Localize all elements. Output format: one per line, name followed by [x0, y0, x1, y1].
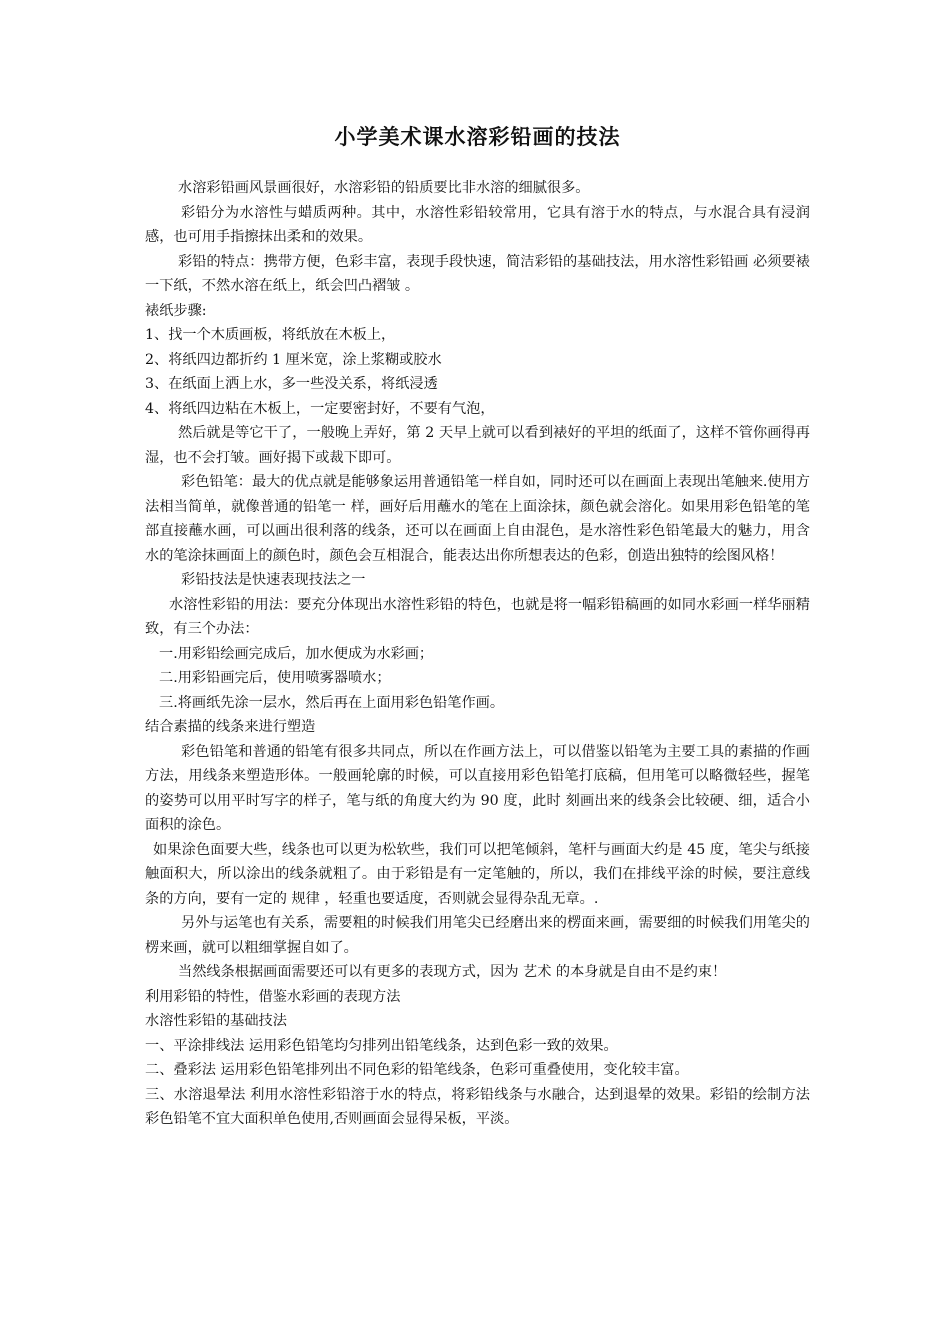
- paragraph: 彩铅的特点：携带方便，色彩丰富，表现手段快速，简洁彩铅的基础技法，用水溶性彩铅画 必须要裱一下纸，不然水溶在纸上，纸会凹凸褶皱 。: [145, 253, 810, 294]
- section-heading: 利用彩铅的特性，借鉴水彩画的表现方法: [145, 988, 401, 1005]
- list-item: 三.将画纸先涂一层水，然后再在上面用彩色铅笔作画。: [159, 694, 505, 711]
- paragraph: 水溶性彩铅的用法：要充分体现出水溶性彩铅的特色，也就是将一幅彩铅稿画的如同水彩画一样华丽精致，有三个办法：: [145, 596, 810, 637]
- paragraph: 水溶彩铅画风景画很好，水溶彩铅的铅质要比非水溶的细腻很多。: [178, 180, 590, 196]
- list-item: 4、将纸四边粘在木板上，一定要密封好，不要有气泡，: [145, 400, 495, 417]
- paragraph: 彩色铅笔和普通的铅笔有很多共同点，所以在作画方法上，可以借鉴以铅笔为主要工具的素描的作画方法，用线条来塑造形体。一般画轮廓的时候，可以直接用彩色铅笔打底稿，但用笔可以略微轻些，握笔的姿势可以用平时写字的样子，笔与纸的角度大约为 90 度，此时 刻画出来的线条会比较硬、细，适合小面积的涂色。: [145, 743, 810, 833]
- paragraph: 如果涂色面要大些，线条也可以更为松软些，我们可以把笔倾斜，笔杆与画面大约是 45 度，笔尖与纸接触面积大，所以涂出的线条就粗了。由于彩铅是有一定笔触的，所以，我们在排线平涂的时候，要注意线条的方向，要有一定的 规律 ，轻重也要适度，否则就会显得杂乱无章。.: [145, 841, 810, 907]
- paragraph: 彩铅分为水溶性与蜡质两种。其中，水溶性彩铅较常用，它具有溶于水的特点，与水混合具有浸润感，也可用手指擦抹出柔和的效果。: [145, 204, 810, 245]
- section-heading: 结合素描的线条来进行塑造: [145, 719, 316, 735]
- paragraph: 彩铅技法是快速表现技法之一: [181, 572, 366, 588]
- list-item: 3、在纸面上洒上水，多一些没关系，将纸浸透: [145, 376, 438, 392]
- paragraph: 另外与运笔也有关系，需要粗的时候我们用笔尖已经磨出来的楞面来画，需要细的时候我们用笔尖的楞来画，就可以粗细掌握自如了。: [145, 915, 810, 956]
- paragraph: 当然线条根据画面需要还可以有更多的表现方式，因为 艺术 的本身就是自由不是约束！: [178, 964, 727, 980]
- paragraph: 然后就是等它干了，一般晚上弄好，第 2 天早上就可以看到裱好的平坦的纸面了，这样不管你画得再湿，也不会打皱。画好揭下或裁下即可。: [145, 425, 810, 466]
- paragraph: 彩色铅笔：最大的优点就是能够象运用普通铅笔一样自如，同时还可以在画面上表现出笔触来.使用方法相当简单，就像普通的铅笔一 样，画好后用蘸水的笔在上面涂抹，颜色就会溶化。如果用彩色铅笔的笔部直接蘸水画，可以画出很利落的线条，还可以在画面上自由混色，是水溶性彩色铅笔最大的魅力，用含水的笔涂抹画面上的颜色时，颜色会互相混合，能表达出你所想表达的色彩，创造出独特的绘图风格！: [145, 474, 810, 564]
- list-item: 二.用彩铅画完后，使用喷雾器喷水；: [159, 670, 391, 686]
- list-item: 二、叠彩法 运用彩色铅笔排列出不同色彩的铅笔线条，色彩可重叠使用，变化较丰富。: [145, 1062, 689, 1078]
- list-item: 一.用彩铅绘画完成后，加水便成为水彩画；: [159, 645, 434, 662]
- list-item: 1、找一个木质画板，将纸放在木板上，: [145, 327, 396, 343]
- document-body: [145, 176, 810, 1132]
- list-item: 2、将纸四边都折约 1 厘米宽，涂上浆糊或胶水: [145, 351, 442, 368]
- list-item: 三、水溶退晕法 利用水溶性彩铅溶于水的特点，将彩铅线条与水融合，达到退晕的效果。彩铅的绘制方法 彩色铅笔不宜大面积单色使用,否则画面会显得呆板，平淡。: [145, 1086, 810, 1127]
- paragraph: 裱纸步骤:: [145, 302, 207, 319]
- document-title: 小学美术课水溶彩铅画的技法: [334, 125, 621, 149]
- list-item: 一、平涂排线法 运用彩色铅笔均匀排列出铅笔线条，达到色彩一致的效果。: [145, 1037, 618, 1054]
- section-heading: 水溶性彩铅的基础技法: [145, 1013, 287, 1029]
